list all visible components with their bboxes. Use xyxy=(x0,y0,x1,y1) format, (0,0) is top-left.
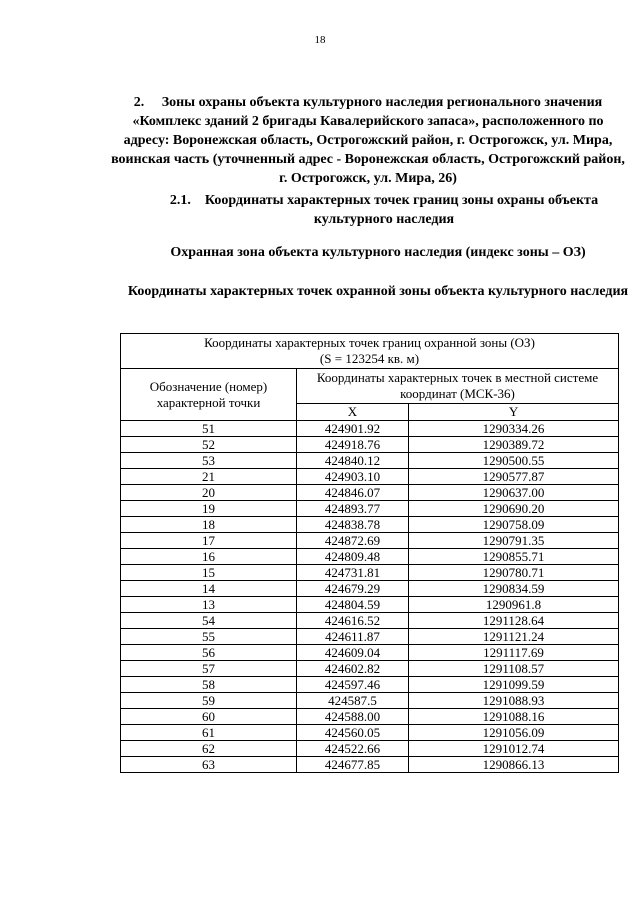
cell-y: 1291128.64 xyxy=(409,613,619,629)
cell-x: 424809.48 xyxy=(297,549,409,565)
header-x: X xyxy=(297,404,409,421)
cell-point-number: 17 xyxy=(121,533,297,549)
table-row xyxy=(121,485,619,501)
cell-point-number: 53 xyxy=(121,453,297,469)
cell-point-number: 58 xyxy=(121,677,297,693)
cell-point-number: 18 xyxy=(121,517,297,533)
table-row xyxy=(121,757,619,773)
cell-point-number: 59 xyxy=(121,693,297,709)
cell-x: 424903.10 xyxy=(297,469,409,485)
table-row xyxy=(121,453,619,469)
cell-x: 424838.78 xyxy=(297,517,409,533)
table-row xyxy=(121,661,619,677)
table-row xyxy=(121,645,619,661)
section-number: 2. xyxy=(133,95,145,110)
table-caption xyxy=(121,334,619,369)
cell-point-number: 61 xyxy=(121,725,297,741)
cell-point-number: 52 xyxy=(121,437,297,453)
section-heading xyxy=(108,93,628,188)
cell-point-number: 14 xyxy=(121,581,297,597)
cell-x: 424587.5 xyxy=(297,693,409,709)
cell-y: 1291012.74 xyxy=(409,741,619,757)
cell-y: 1290577.87 xyxy=(409,469,619,485)
zone-title: Охранная зона объекта культурного наследия (индекс зоны – ОЗ) xyxy=(170,245,586,260)
table-row xyxy=(121,597,619,613)
table-body xyxy=(121,421,619,773)
cell-point-number: 57 xyxy=(121,661,297,677)
coords-title: Координаты характерных точек охранной зоны объекта культурного наследия xyxy=(127,284,629,299)
cell-x: 424560.05 xyxy=(297,725,409,741)
table-row xyxy=(121,581,619,597)
cell-y: 1290961.8 xyxy=(409,597,619,613)
cell-x: 424522.66 xyxy=(297,741,409,757)
cell-x: 424840.12 xyxy=(297,453,409,469)
table-row xyxy=(121,725,619,741)
cell-y: 1290855.71 xyxy=(409,549,619,565)
cell-y: 1290690.20 xyxy=(409,501,619,517)
coordinates-table xyxy=(120,333,619,773)
cell-point-number: 56 xyxy=(121,645,297,661)
cell-point-number: 60 xyxy=(121,709,297,725)
header-y: Y xyxy=(409,404,619,421)
cell-x: 424597.46 xyxy=(297,677,409,693)
subsection-heading-text: Координаты характерных точек границ зоны охраны объекта культурного наследия xyxy=(204,193,599,227)
cell-x: 424679.29 xyxy=(297,581,409,597)
cell-point-number: 63 xyxy=(121,757,297,773)
header-point-number: Обозначение (номер) характерной точки xyxy=(121,369,297,421)
cell-x: 424731.81 xyxy=(297,565,409,581)
cell-y: 1290334.26 xyxy=(409,421,619,437)
table-row xyxy=(121,437,619,453)
cell-point-number: 20 xyxy=(121,485,297,501)
table-row xyxy=(121,693,619,709)
cell-x: 424893.77 xyxy=(297,501,409,517)
table-row xyxy=(121,469,619,485)
cell-y: 1291056.09 xyxy=(409,725,619,741)
cell-y: 1290866.13 xyxy=(409,757,619,773)
cell-x: 424918.76 xyxy=(297,437,409,453)
table-row xyxy=(121,549,619,565)
table-row xyxy=(121,565,619,581)
cell-x: 424611.87 xyxy=(297,629,409,645)
cell-x: 424846.07 xyxy=(297,485,409,501)
cell-y: 1290834.59 xyxy=(409,581,619,597)
cell-point-number: 19 xyxy=(121,501,297,517)
cell-y: 1290500.55 xyxy=(409,453,619,469)
cell-x: 424901.92 xyxy=(297,421,409,437)
cell-point-number: 62 xyxy=(121,741,297,757)
cell-y: 1291088.16 xyxy=(409,709,619,725)
table-row xyxy=(121,517,619,533)
cell-point-number: 13 xyxy=(121,597,297,613)
cell-x: 424872.69 xyxy=(297,533,409,549)
cell-y: 1290780.71 xyxy=(409,565,619,581)
cell-x: 424609.04 xyxy=(297,645,409,661)
table-row xyxy=(121,677,619,693)
header-coordinates: Координаты характерных точек в местной системе координат (МСК-36) xyxy=(297,369,619,404)
cell-y: 1290791.35 xyxy=(409,533,619,549)
cell-y: 1290389.72 xyxy=(409,437,619,453)
cell-x: 424677.85 xyxy=(297,757,409,773)
table-row xyxy=(121,709,619,725)
table-row xyxy=(121,533,619,549)
cell-x: 424602.82 xyxy=(297,661,409,677)
cell-point-number: 16 xyxy=(121,549,297,565)
table-caption-line2: (S = 123254 кв. м) xyxy=(319,351,420,366)
table-row xyxy=(121,613,619,629)
cell-x: 424588.00 xyxy=(297,709,409,725)
section-heading-text: Зоны охраны объекта культурного наследия регионального значения «Комплекс зданий 2 бригады Кавалерийского запаса», расположенного по адресу: Воронежская область, Острогожский район, г. Острогожск, ул. Мира, воинская часть (уточненный адрес - Воронежская область, Острогожский район, г. Острогожск, ул. Мира, 26) xyxy=(111,95,625,186)
subsection-heading xyxy=(140,191,628,229)
table-row xyxy=(121,501,619,517)
cell-x: 424616.52 xyxy=(297,613,409,629)
cell-point-number: 51 xyxy=(121,421,297,437)
cell-y: 1290758.09 xyxy=(409,517,619,533)
cell-x: 424804.59 xyxy=(297,597,409,613)
cell-y: 1290637.00 xyxy=(409,485,619,501)
subsection-number: 2.1. xyxy=(169,193,191,208)
cell-y: 1291099.59 xyxy=(409,677,619,693)
cell-point-number: 54 xyxy=(121,613,297,629)
cell-y: 1291117.69 xyxy=(409,645,619,661)
cell-y: 1291121.24 xyxy=(409,629,619,645)
table-row xyxy=(121,629,619,645)
cell-point-number: 15 xyxy=(121,565,297,581)
cell-y: 1291108.57 xyxy=(409,661,619,677)
table-caption-line1: Координаты характерных точек границ охранной зоны (ОЗ) xyxy=(204,335,535,350)
table-row xyxy=(121,421,619,437)
cell-point-number: 55 xyxy=(121,629,297,645)
cell-y: 1291088.93 xyxy=(409,693,619,709)
cell-point-number: 21 xyxy=(121,469,297,485)
page-number: 18 xyxy=(314,34,326,46)
table-row xyxy=(121,741,619,757)
